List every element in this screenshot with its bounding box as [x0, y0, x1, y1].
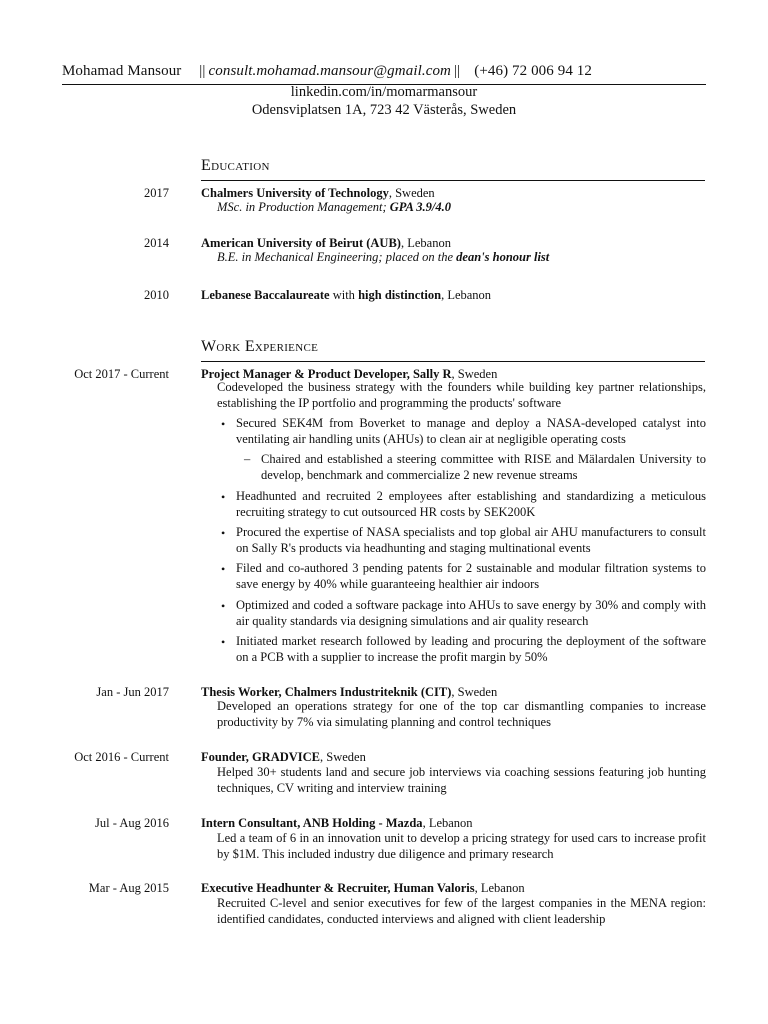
job-date: Oct 2017 - Current — [74, 367, 169, 381]
school-name: American University of Beirut (AUB) — [201, 236, 401, 250]
bullet-icon: • — [221, 635, 226, 649]
work-rule — [201, 361, 705, 362]
degree-text: B.E. in Mechanical Engineering; placed on the — [217, 250, 454, 264]
job-role: Thesis Worker, Chalmers Industriteknik (CIT) — [201, 685, 452, 699]
separator: || — [199, 63, 206, 79]
dash-icon: – — [244, 452, 251, 466]
degree-highlight: GPA 3.9/4.0 — [389, 200, 451, 214]
bullet-icon: • — [221, 562, 226, 576]
job-bullet: Filed and co-authored 3 pending patents for 2 sustainable and modular filtration systems to save energy by 40% while guaranteeing healthier air indoors — [236, 561, 706, 591]
job-location: , Sweden — [451, 367, 498, 381]
degree-line — [217, 200, 706, 216]
education-date: 2014 — [144, 236, 169, 250]
job-bullet: Procured the expertise of NASA specialists and top global air AHU manufacturers to consult on Sally R's products via headhunting and staging multinational events — [236, 525, 706, 555]
bullet-icon: • — [221, 490, 226, 504]
job-date: Jan - Jun 2017 — [96, 685, 169, 699]
job-bullet: Initiated market research followed by leading and procuring the deployment of the software on a PCB with a supplier to increase the profit margin by 50% — [236, 634, 706, 664]
bullet-icon: • — [221, 417, 226, 431]
school-name: Lebanese Baccalaureate — [201, 288, 330, 302]
separator: || — [454, 63, 461, 79]
job-head — [201, 816, 706, 831]
job-role: Executive Headhunter & Recruiter, Human Valoris — [201, 881, 475, 895]
email-link[interactable]: consult.mohamad.mansour@gmail.com — [208, 63, 451, 79]
job-subbullet: Chaired and established a steering committee with RISE and Mälardalen University to develop, benchmark and commercialize 2 new revenue streams — [261, 452, 706, 482]
connector-text: with — [329, 288, 359, 302]
education-heading: Education — [201, 157, 270, 174]
job-description: Developed an operations strategy for one of the top car dismantling companies to increase productivity by 7% via simulating planning and control techniques — [217, 699, 706, 729]
job-date: Mar - Aug 2015 — [88, 881, 169, 895]
degree-highlight: dean's honour list — [456, 250, 550, 264]
job-head — [201, 881, 706, 896]
job-description: Codeveloped the business strategy with the founders while building key partner relationships, establishing the IP portfolio and programming the products' software — [217, 380, 706, 410]
school-location: , Lebanon — [400, 236, 451, 250]
job-location: , Lebanon — [474, 881, 525, 895]
job-location: , Sweden — [451, 685, 498, 699]
school-location: , Sweden — [388, 186, 435, 200]
bullet-icon: • — [221, 599, 226, 613]
education-rule — [201, 180, 705, 181]
postal-address: Odensviplatsen 1A, 723 42 Västerås, Sweden — [251, 102, 517, 118]
job-location: , Lebanon — [422, 816, 473, 830]
job-role: Intern Consultant, ANB Holding - Mazda — [201, 816, 423, 830]
education-date: 2010 — [144, 288, 169, 302]
work-heading: Work Experience — [201, 338, 319, 355]
degree-line — [217, 250, 706, 266]
school-name: Chalmers University of Technology — [201, 186, 389, 200]
phone-number: (+46) 72 006 94 12 — [474, 63, 592, 79]
bullet-icon: • — [221, 526, 226, 540]
linkedin-link[interactable]: linkedin.com/in/momarmansour — [290, 84, 478, 100]
candidate-name: Mohamad Mansour — [62, 63, 182, 79]
education-date: 2017 — [144, 186, 169, 200]
job-date: Jul - Aug 2016 — [95, 816, 169, 830]
honor-text: high distinction — [358, 288, 442, 302]
job-description: Led a team of 6 in an innovation unit to develop a pricing strategy for used cars to increase profit by $1M. This included industry due diligence and primary research — [217, 831, 706, 861]
contact-line — [62, 63, 706, 80]
job-bullet: Secured SEK4M from Boverket to manage and deploy a NASA-developed catalyst into ventilating air handling units (AHUs) to clean air at negligible operating costs — [236, 416, 706, 446]
degree-text: MSc. in Production Management; — [217, 200, 387, 214]
job-bullet: Headhunted and recruited 2 employees after establishing and standardizing a meticulous recruiting strategy to cut outsourced HR costs by SEK200K — [236, 489, 706, 519]
job-head — [201, 685, 706, 700]
job-description: Recruited C-level and senior executives for few of the largest companies in the MENA region: identified candidates, conducted interviews and aligned with client leadership — [217, 896, 706, 926]
education-entry-head — [201, 288, 706, 303]
job-head — [201, 750, 706, 765]
job-location: , Sweden — [320, 750, 366, 764]
school-location: , Lebanon — [441, 288, 492, 302]
job-role: Project Manager & Product Developer, Sally R — [201, 367, 452, 381]
job-role: Founder, GRADVICE — [201, 750, 321, 764]
education-entry-head — [201, 236, 706, 251]
education-entry-head — [201, 186, 706, 201]
job-description: Helped 30+ students land and secure job interviews via coaching sessions featuring job hunting techniques, CV writing and interview training — [217, 765, 706, 795]
job-bullet: Optimized and coded a software package into AHUs to save energy by 30% and comply with air quality standards via designing simulations and air quality research — [236, 598, 706, 628]
job-date: Oct 2016 - Current — [74, 750, 169, 764]
